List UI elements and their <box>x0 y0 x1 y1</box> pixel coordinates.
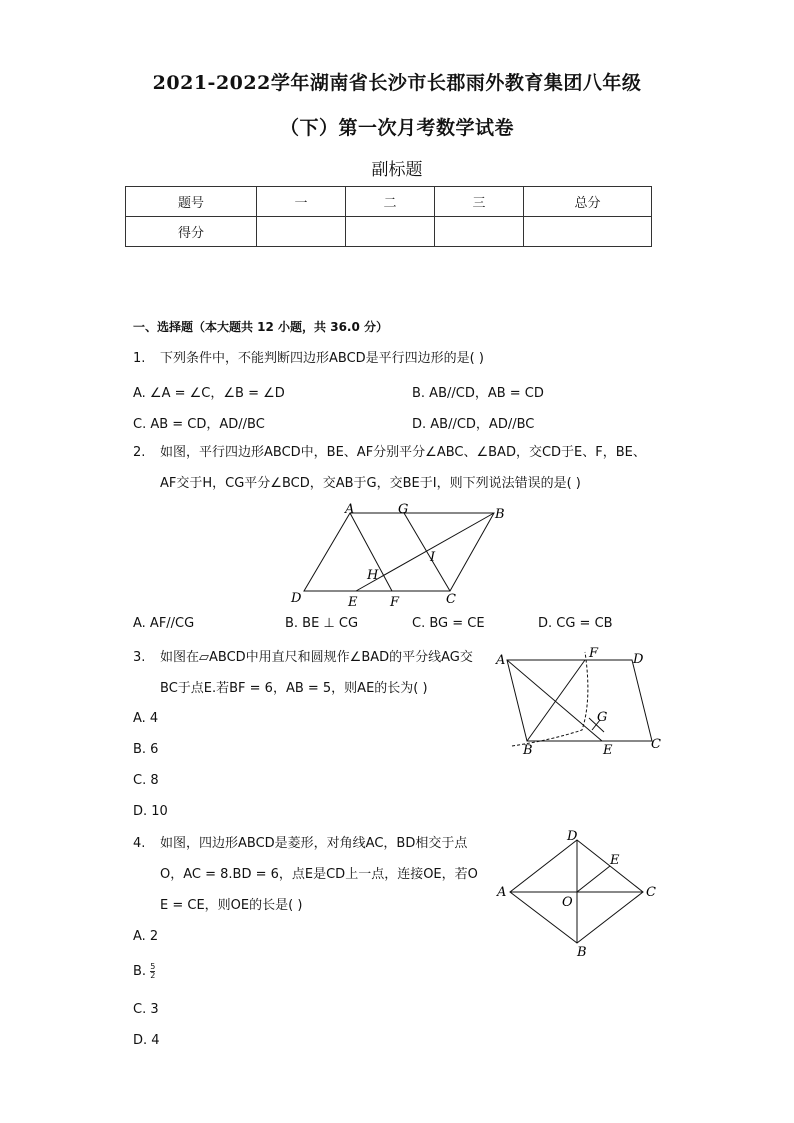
q4-text-line2: O，AC = 8.BD = 6，点E是CD上一点，连接OE，若O <box>160 867 478 882</box>
q3-label-c: C <box>651 737 661 752</box>
q3-option-c[interactable]: C. 8 <box>133 773 159 788</box>
q4-text-line1: 如图，四边形ABCD是菱形，对角线AC，BD相交于点 <box>160 836 468 851</box>
q4-number: 4. <box>133 836 146 851</box>
q3-label-f: F <box>589 646 599 661</box>
q1-number: 1. <box>133 351 146 366</box>
q3-label-b: B <box>523 743 533 758</box>
q1-option-c[interactable]: C. AB = CD，AD//BC <box>133 417 265 432</box>
q2-option-c[interactable]: C. BG = CE <box>412 616 485 631</box>
page-title-line2: （下）第一次月考数学试卷 <box>279 117 514 139</box>
q3-figure <box>492 640 672 760</box>
q3-text-line2: BC于点E.若BF = 6，AB = 5，则AE的长为( ) <box>160 681 428 696</box>
q3-label-g: G <box>597 710 608 725</box>
q4-figure <box>490 826 670 961</box>
q2-figure <box>284 500 514 612</box>
q2-label-a: A <box>345 502 355 517</box>
q2-label-h: H <box>367 568 379 583</box>
q4-label-a: A <box>497 885 507 900</box>
q2-option-d[interactable]: D. CG = CB <box>538 616 613 631</box>
score-table-header-row <box>126 187 652 217</box>
page-subtitle: 副标题 <box>371 160 423 180</box>
q2-number: 2. <box>133 445 146 460</box>
q4-option-b-label: B. <box>133 964 147 979</box>
q3-option-a[interactable]: A. 4 <box>133 711 159 726</box>
q4-label-o: O <box>562 895 573 910</box>
q3-option-d[interactable]: D. 10 <box>133 804 168 819</box>
score-header-cell: 总分 <box>524 187 652 217</box>
q3-number: 3. <box>133 650 146 665</box>
score-header-cell: 题号 <box>126 187 257 217</box>
q4-label-c: C <box>646 885 656 900</box>
score-header-cell: 三 <box>435 187 524 217</box>
q1-option-a[interactable]: A. ∠A = ∠C，∠B = ∠D <box>133 386 285 401</box>
q4-option-c[interactable]: C. 3 <box>133 1002 159 1017</box>
q2-label-c: C <box>446 592 456 607</box>
q3-text-line1: 如图在▱ABCD中用直尺和圆规作∠BAD的平分线AG交 <box>160 650 473 665</box>
q1-text: 下列条件中，不能判断四边形ABCD是平行四边形的是( ) <box>160 351 484 366</box>
q4-label-e: E <box>610 853 620 868</box>
score-cell[interactable] <box>435 217 524 247</box>
score-header-cell: 一 <box>257 187 346 217</box>
section-heading: 一、选择题（本大题共 12 小题，共 36.0 分） <box>133 320 389 334</box>
score-cell[interactable] <box>257 217 346 247</box>
score-cell[interactable] <box>524 217 652 247</box>
q2-label-d: D <box>291 591 302 606</box>
q2-label-i: I <box>430 550 436 565</box>
fraction-denominator: 2 <box>150 971 156 980</box>
q2-option-b[interactable]: B. BE ⊥ CG <box>285 616 359 631</box>
q2-label-f: F <box>390 595 400 610</box>
q3-label-e: E <box>603 743 613 758</box>
q1-option-b[interactable]: B. AB//CD，AB = CD <box>412 386 544 401</box>
page-title-line1: 2021-2022学年湖南省长沙市长郡雨外教育集团八年级 <box>152 72 642 94</box>
score-table <box>125 186 652 247</box>
q4-text-line3: E = CE，则OE的长是( ) <box>160 898 303 913</box>
q4-option-b[interactable] <box>133 963 155 980</box>
fraction-numerator: 5 <box>150 962 156 971</box>
q4-label-d: D <box>567 829 578 844</box>
q2-label-g: G <box>398 502 409 517</box>
score-row-label: 得分 <box>126 217 257 247</box>
q1-option-d[interactable]: D. AB//CD，AD//BC <box>412 417 535 432</box>
q2-label-e: E <box>348 595 358 610</box>
q3-label-d: D <box>633 652 644 667</box>
q4-option-a[interactable]: A. 2 <box>133 929 159 944</box>
score-header-cell: 二 <box>346 187 435 217</box>
q3-label-a: A <box>496 653 506 668</box>
q4-option-b-fraction <box>150 963 155 980</box>
q2-text-line1: 如图，平行四边形ABCD中，BE、AF分别平分∠ABC、∠BAD，交CD于E、F，BE、 <box>160 445 646 460</box>
q2-text-line2: AF交于H，CG平分∠BCD，交AB于G，交BE于I，则下列说法错误的是( ) <box>160 476 581 491</box>
q3-option-b[interactable]: B. 6 <box>133 742 159 757</box>
q4-label-b: B <box>577 945 587 960</box>
score-cell[interactable] <box>346 217 435 247</box>
q2-option-a[interactable]: A. AF//CG <box>133 616 195 631</box>
q2-label-b: B <box>495 507 505 522</box>
score-table-row <box>126 217 652 247</box>
q4-option-d[interactable]: D. 4 <box>133 1033 160 1048</box>
